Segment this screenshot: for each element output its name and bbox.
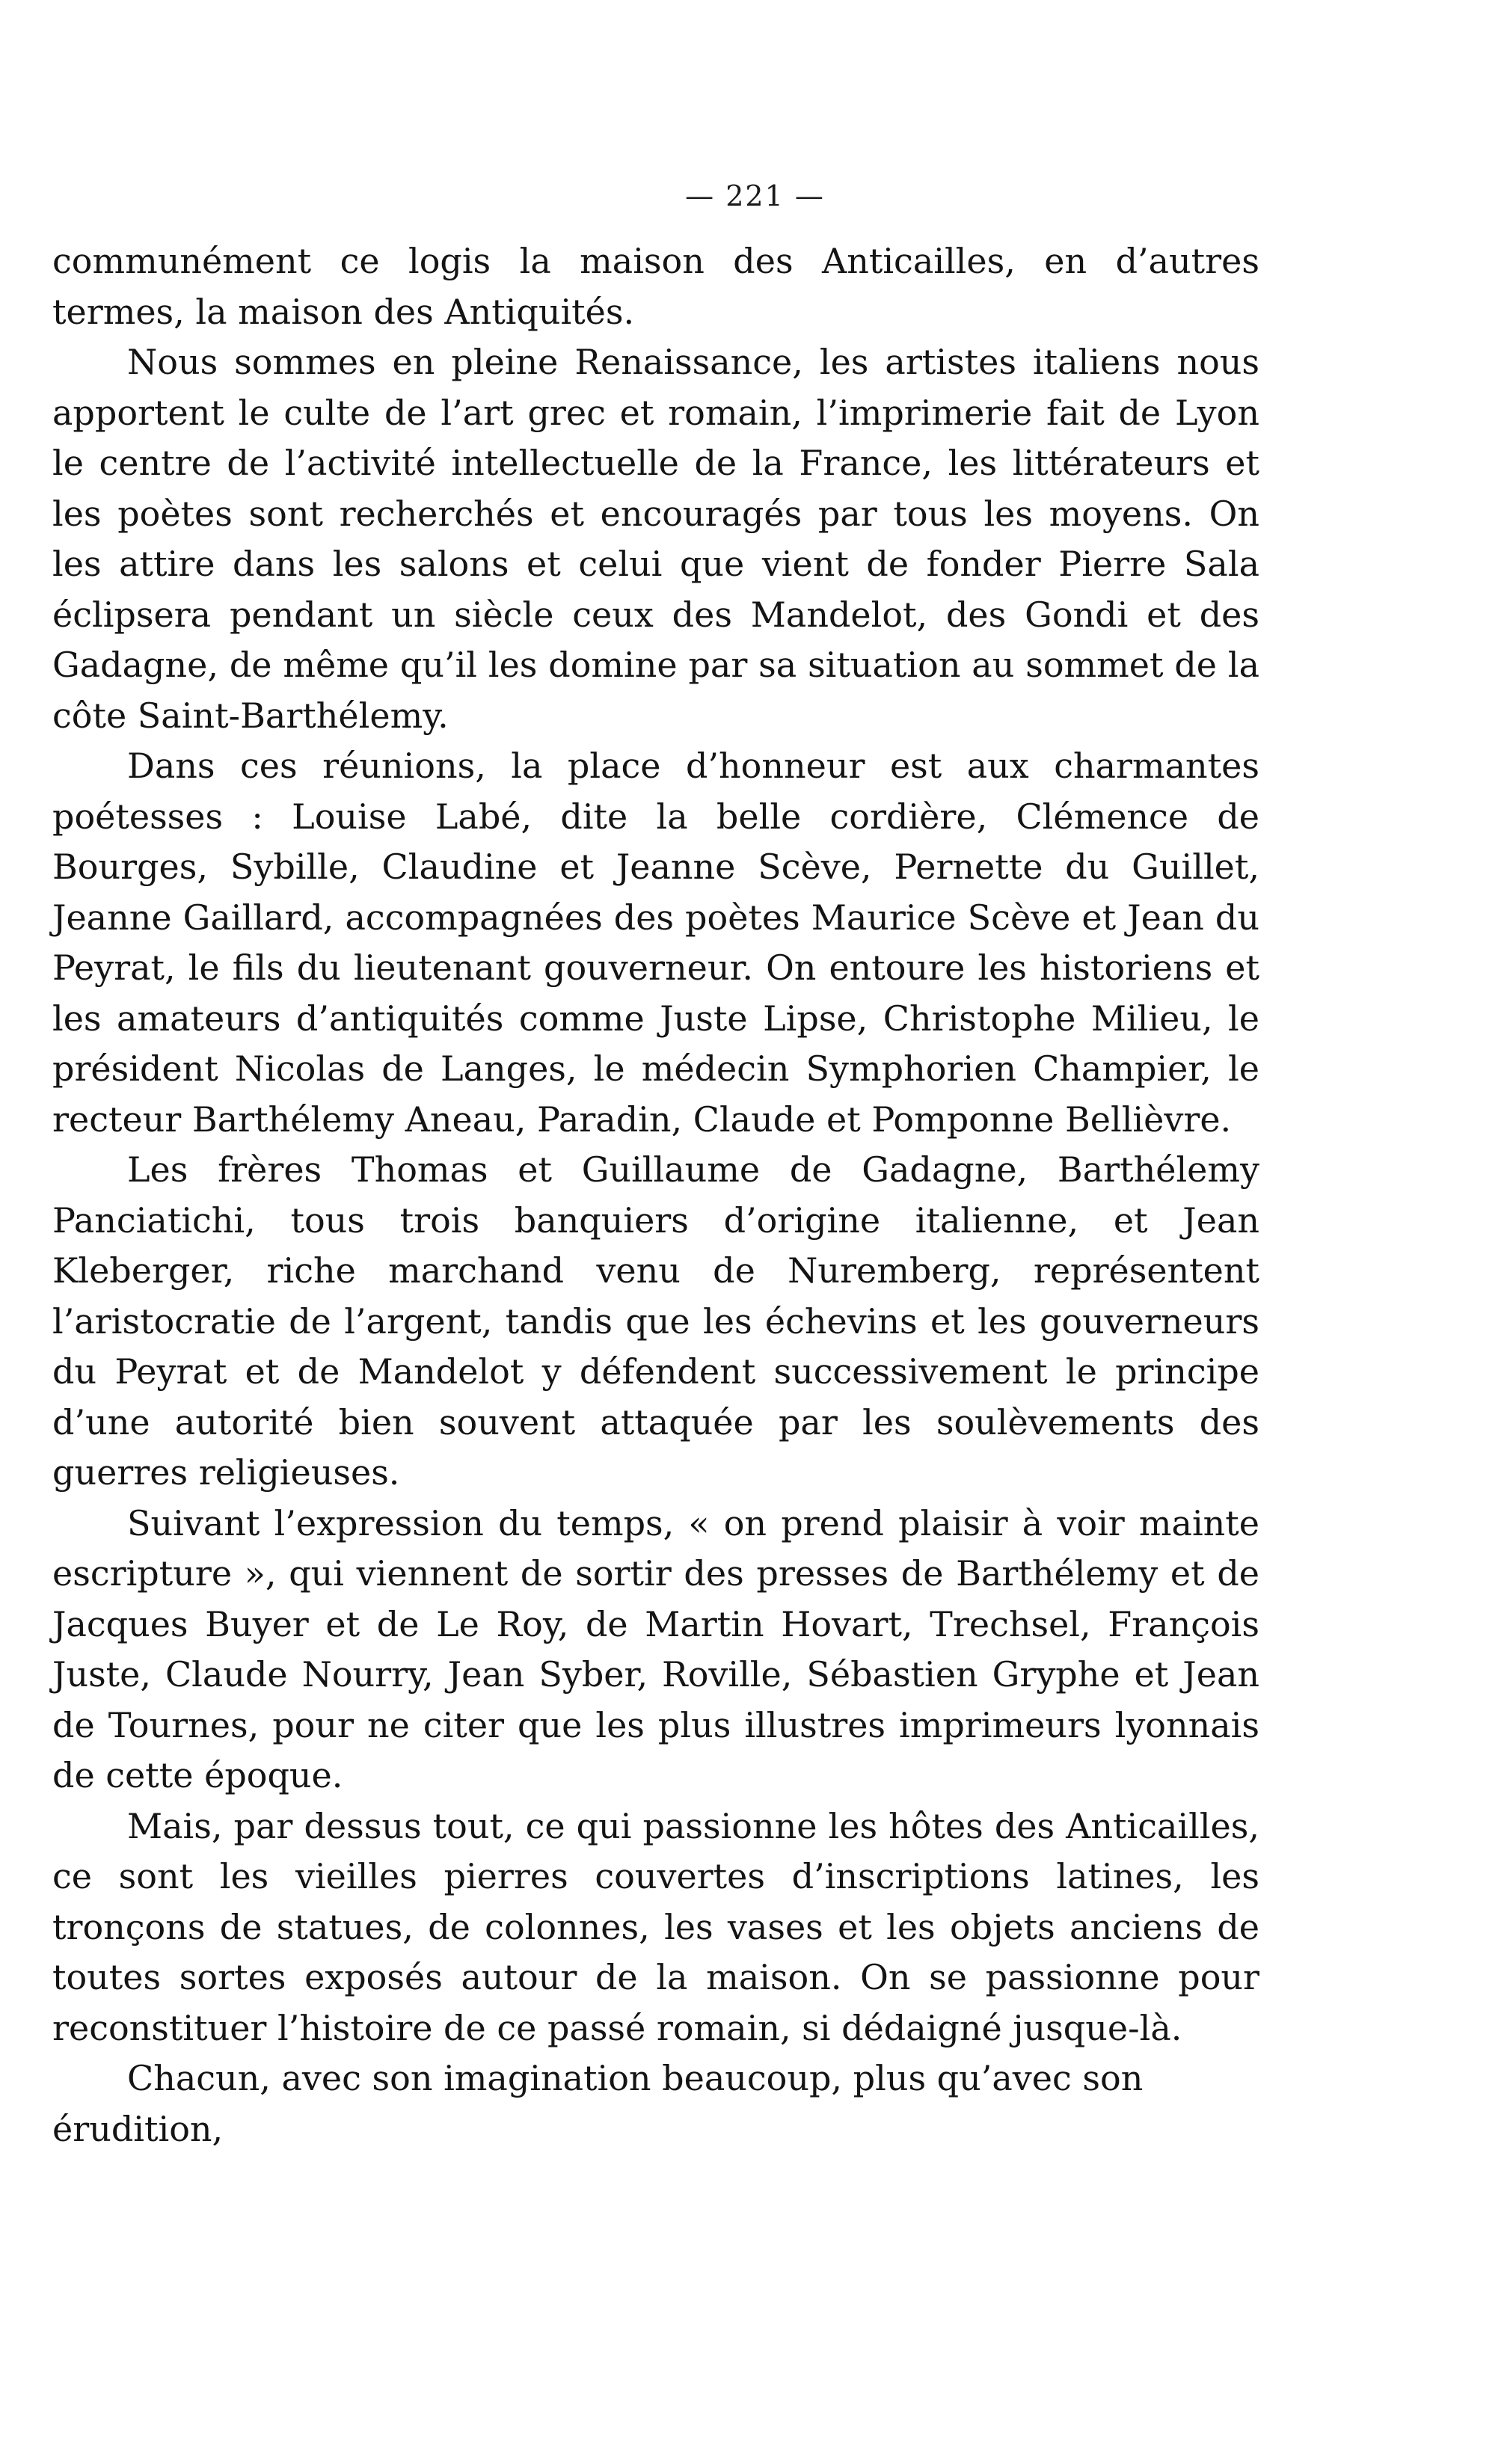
paragraph: Mais, par dessus tout, ce qui passionne les hôtes des Anticailles, ce sont les vieilles pierres couvertes d’inscriptions latines, les tronçons de statues, de colonnes, les vases et les objets anciens de toutes sortes exposés autour de la maison. On se passionne pour reconstituer l’histoire de ce passé romain, si dédaigné jusque-là. — [52, 1805, 1259, 2048]
paragraph: Suivant l’expression du temps, « on prend plaisir à voir mainte escripture », qui viennent de sortir des presses de Barthélemy et de Jacques Buyer et de Le Roy, de Martin Hovart, Trechsel, François Juste, Claude Nourry, Jean Syber, Roville, Sébastien Gryphe et Jean de Tournes, pour ne citer que les plus illustres imprimeurs lyonnais de cette époque. — [52, 1502, 1259, 1795]
paragraph-last: Chacun, avec son imagination beaucoup, plus qu’avec son érudition, — [52, 2058, 1144, 2149]
paragraph: Nous sommes en pleine Renaissance, les artistes italiens nous apportent le culte de l’art grec et romain, l’imprimerie fait de Lyon le centre de l’activité intellectuelle de la France, les littérateurs et les poètes sont recherchés et encouragés par tous les moyens. On les attire dans les salons et celui que vient de fonder Pierre Sala éclipsera pendant un siècle ceux des Mandelot, des Gondi et des Gadagne, de même qu’il les domine par sa situation au sommet de la côte Saint-Barthélemy. — [52, 342, 1259, 736]
body-text — [52, 236, 1259, 2154]
paragraph: Dans ces réunions, la place d’honneur est aux charmantes poétesses : Louise Labé, dite la belle cordière, Clémence de Bourges, Sybille, Claudine et Jeanne Scève, Pernette du Guillet, Jeanne Gaillard, accompagnées des poètes Maurice Scève et Jean du Peyrat, le fils du lieutenant gouverneur. On entoure les historiens et les amateurs d’antiquités comme Juste Lipse, Christophe Milieu, le président Nicolas de Langes, le médecin Symphorien Champier, le recteur Barthélemy Aneau, Paradin, Claude et Pomponne Bellièvre. — [52, 746, 1259, 1140]
page-number: — 221 — — [685, 179, 825, 212]
paragraph-continuation: communément ce logis la maison des Anticailles, en d’autres termes, la maison des Antiquités. — [52, 241, 1259, 332]
paragraph: Les frères Thomas et Guillaume de Gadagne, Barthélemy Panciatichi, tous trois banquiers d’origine italienne, et Jean Kleberger, riche marchand venu de Nuremberg, représentent l’aristocratie de l’argent, tandis que les échevins et les gouverneurs du Peyrat et de Mandelot y défendent successivement le principe d’une autorité bien souvent attaquée par les soulèvements des guerres religieuses. — [52, 1149, 1259, 1493]
